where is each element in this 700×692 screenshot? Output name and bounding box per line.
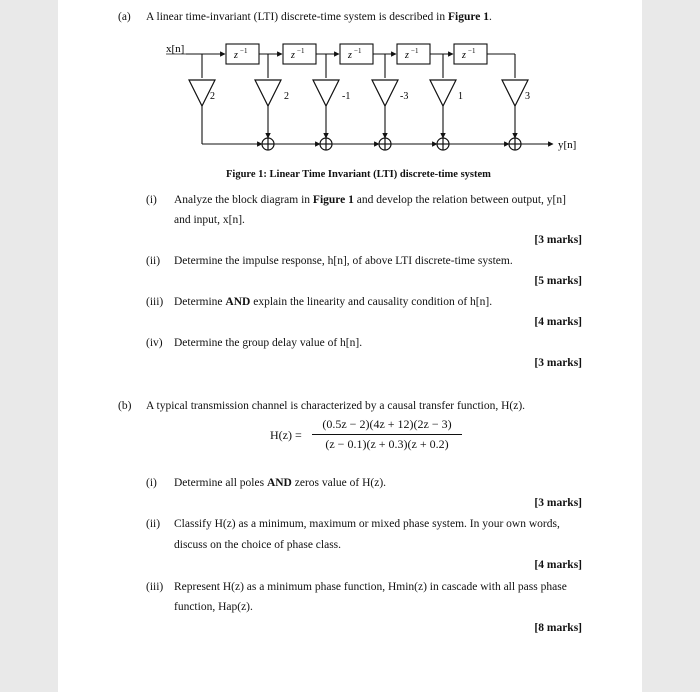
svg-text:z: z <box>348 50 352 61</box>
svg-text:z: z <box>291 50 295 61</box>
question-a-iv-text: Determine the group delay value of h[n]. <box>174 337 363 349</box>
gain-label: 1 <box>458 91 463 102</box>
marks-b-i: [3 marks] <box>534 497 582 509</box>
question-b-i-number: (i) <box>146 477 157 489</box>
delay-block <box>454 44 487 64</box>
svg-text:−1: −1 <box>240 47 248 55</box>
gain-triangle <box>255 80 281 106</box>
marks-a-iii: [4 marks] <box>534 316 582 328</box>
svg-text:−1: −1 <box>354 47 362 55</box>
question-b-iii-line1: Represent H(z) as a minimum phase function, Hmin(z) in cascade with all pass phase <box>174 581 567 593</box>
svg-text:−1: −1 <box>297 47 305 55</box>
output-label: y[n] <box>558 139 577 151</box>
part-b-intro: A typical transmission channel is characterized by a causal transfer function, H(z). <box>146 400 526 412</box>
adder-node <box>509 138 521 150</box>
gain-triangle <box>313 80 339 106</box>
question-b-ii-line2: discuss on the choice of phase class. <box>174 539 342 551</box>
part-a-intro: A linear time-invariant (LTI) discrete-time system is described in Figure 1. <box>146 11 492 23</box>
question-b-ii-number: (ii) <box>146 518 161 530</box>
svg-text:z: z <box>405 50 409 61</box>
marks-a-i: [3 marks] <box>534 234 582 246</box>
formula-numerator: (0.5z − 2)(4z + 12)(2z − 3) <box>322 417 452 431</box>
gain-label: 2 <box>284 91 289 102</box>
marks-b-ii: [4 marks] <box>534 559 582 571</box>
delay-block <box>397 44 430 64</box>
gain-label: 3 <box>525 91 530 102</box>
question-a-ii-number: (ii) <box>146 255 161 267</box>
marks-a-iv: [3 marks] <box>534 357 582 369</box>
part-b-label: (b) <box>118 400 132 412</box>
question-a-i-number: (i) <box>146 194 157 206</box>
adder-node <box>320 138 332 150</box>
question-a-i-line2: and input, x[n]. <box>174 214 245 226</box>
question-a-iii-number: (iii) <box>146 296 164 308</box>
formula-denominator: (z − 0.1)(z + 0.3)(z + 0.2) <box>325 437 449 451</box>
gain-label: -1 <box>342 91 351 102</box>
question-a-iv-number: (iv) <box>146 337 163 349</box>
fraction-bar <box>312 434 462 435</box>
svg-text:−1: −1 <box>411 47 419 55</box>
svg-text:z: z <box>234 50 238 61</box>
adder-node <box>262 138 274 150</box>
svg-text:z: z <box>462 50 466 61</box>
gain-triangle <box>372 80 398 106</box>
question-b-iii-line2: function, Hap(z). <box>174 601 253 613</box>
question-a-ii-text: Determine the impulse response, h[n], of above LTI discrete-time system. <box>174 255 513 267</box>
svg-text:−1: −1 <box>468 47 476 55</box>
question-a-iii-text: Determine AND explain the linearity and causality condition of h[n]. <box>174 296 493 308</box>
delay-block <box>340 44 373 64</box>
formula-lhs: H(z) = <box>270 428 302 442</box>
gain-label: 2 <box>210 91 215 102</box>
adder-node <box>437 138 449 150</box>
delay-block <box>226 44 259 64</box>
delay-block <box>283 44 316 64</box>
gain-label: -3 <box>400 91 409 102</box>
marks-a-ii: [5 marks] <box>534 275 582 287</box>
part-a-label: (a) <box>118 11 131 23</box>
question-a-i-line1: Analyze the block diagram in Figure 1 and develop the relation between output, y[n] <box>174 194 566 206</box>
gain-triangle <box>430 80 456 106</box>
marks-b-iii: [8 marks] <box>534 622 582 634</box>
question-b-i-text: Determine all poles AND zeros value of H(z). <box>174 477 387 489</box>
adder-node <box>379 138 391 150</box>
question-b-iii-number: (iii) <box>146 581 164 593</box>
figure-caption: Figure 1: Linear Time Invariant (LTI) discrete-time system <box>226 169 491 180</box>
input-label: x[n] <box>166 43 185 55</box>
question-b-ii-line1: Classify H(z) as a minimum, maximum or mixed phase system. In your own words, <box>174 518 560 530</box>
